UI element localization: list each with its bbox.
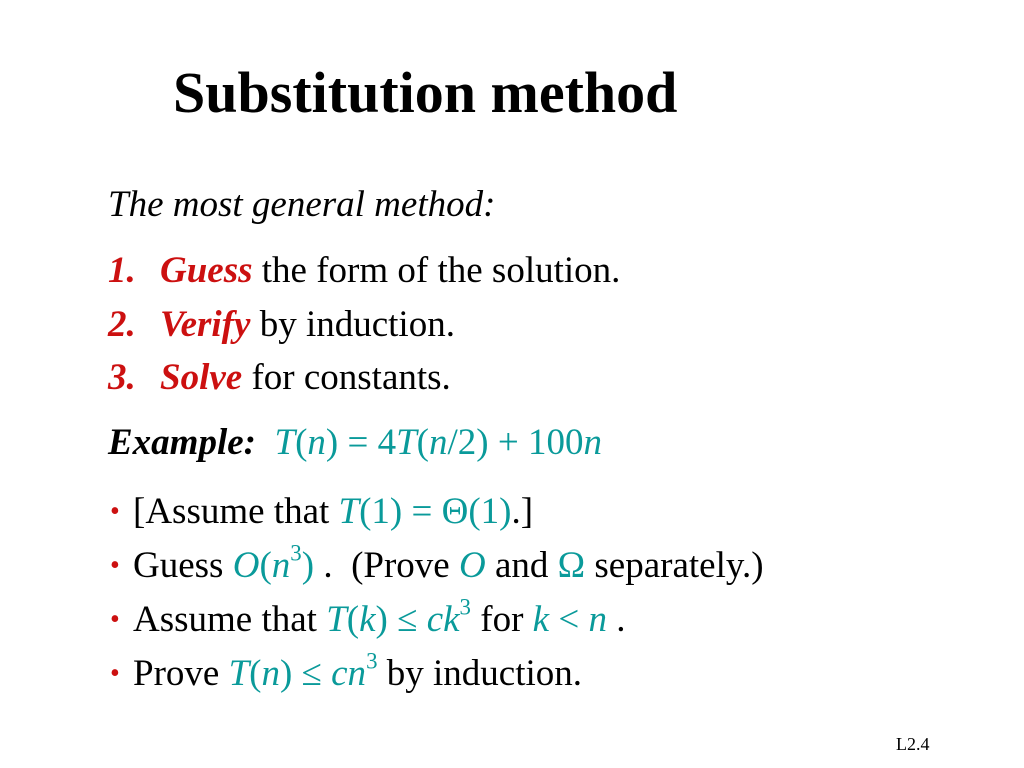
math-text: cn: [331, 653, 367, 694]
step-text: the form of the solution.: [252, 250, 621, 291]
math-text: (: [259, 545, 272, 586]
recurrence-equation: [274, 422, 601, 463]
bullet-text: Guess: [133, 545, 233, 586]
math-text: ) ≤: [375, 599, 427, 640]
bullet-text: Prove: [133, 653, 229, 694]
step-number: 2.: [108, 304, 136, 345]
math-text: O: [232, 545, 260, 586]
math-superscript: 3: [290, 540, 302, 566]
bullet-text: [Assume that: [133, 491, 339, 532]
bullet-icon: •: [110, 603, 120, 635]
bullet-text: separately.): [585, 545, 764, 586]
eq-part: (: [416, 422, 429, 463]
step-3: [108, 359, 451, 396]
math-text: O: [458, 545, 486, 586]
step-1: [108, 252, 620, 289]
step-2: [108, 306, 455, 343]
math-text: ): [301, 545, 315, 586]
bullet-item-1: [110, 493, 533, 530]
step-keyword: Verify: [160, 304, 251, 345]
intro-text: The most general method:: [108, 184, 496, 225]
math-text: <: [549, 599, 589, 640]
bullet-text: . (Prove: [314, 545, 459, 586]
bullet-text: for: [471, 599, 533, 640]
math-text: n: [261, 653, 280, 694]
eq-part: n: [583, 422, 602, 463]
math-text: n: [271, 545, 291, 586]
bullet-icon: •: [110, 657, 120, 689]
step-keyword: Solve: [160, 357, 243, 398]
bullet-icon: •: [110, 495, 120, 527]
bullet-item-4: [110, 648, 583, 694]
bullet-text: and: [485, 545, 558, 586]
math-text: T: [228, 653, 250, 694]
example-label: Example:: [108, 422, 256, 463]
bullet-text: .: [606, 599, 626, 640]
bullet-item-3: [110, 594, 626, 640]
eq-part: n: [307, 422, 326, 463]
math-text: n: [588, 599, 607, 640]
eq-part: ) = 4: [325, 422, 397, 463]
math-text: (1) = Θ(1): [359, 491, 512, 532]
math-superscript: 3: [366, 648, 378, 674]
slide-title: Substitution method: [173, 60, 678, 125]
step-number: 3.: [108, 357, 136, 398]
bullet-text: by induction.: [377, 653, 583, 694]
math-text: (: [249, 653, 262, 694]
math-text: k: [532, 599, 550, 640]
slide-number: L2.4: [896, 734, 930, 754]
math-text: ck: [426, 599, 460, 640]
eq-part: (: [295, 422, 308, 463]
math-text: (: [346, 599, 360, 640]
eq-part: T: [274, 422, 296, 463]
bullet-text: .]: [511, 491, 534, 532]
bullet-item-2: [110, 540, 764, 586]
bullet-text: Assume that: [133, 599, 327, 640]
step-number: 1.: [108, 250, 136, 291]
step-text: by induction.: [250, 304, 455, 345]
math-text: T: [326, 599, 347, 640]
eq-part: /2) + 100: [447, 422, 584, 463]
step-keyword: Guess: [160, 250, 253, 291]
math-text: Ω: [557, 545, 586, 586]
eq-part: n: [429, 422, 448, 463]
math-text: T: [338, 491, 360, 532]
math-text: k: [359, 599, 376, 640]
eq-part: T: [396, 422, 417, 463]
bullet-icon: •: [110, 549, 120, 581]
math-text: ) ≤: [279, 653, 332, 694]
step-text: for constants.: [242, 357, 451, 398]
example-line: [108, 424, 602, 461]
math-superscript: 3: [459, 594, 472, 620]
